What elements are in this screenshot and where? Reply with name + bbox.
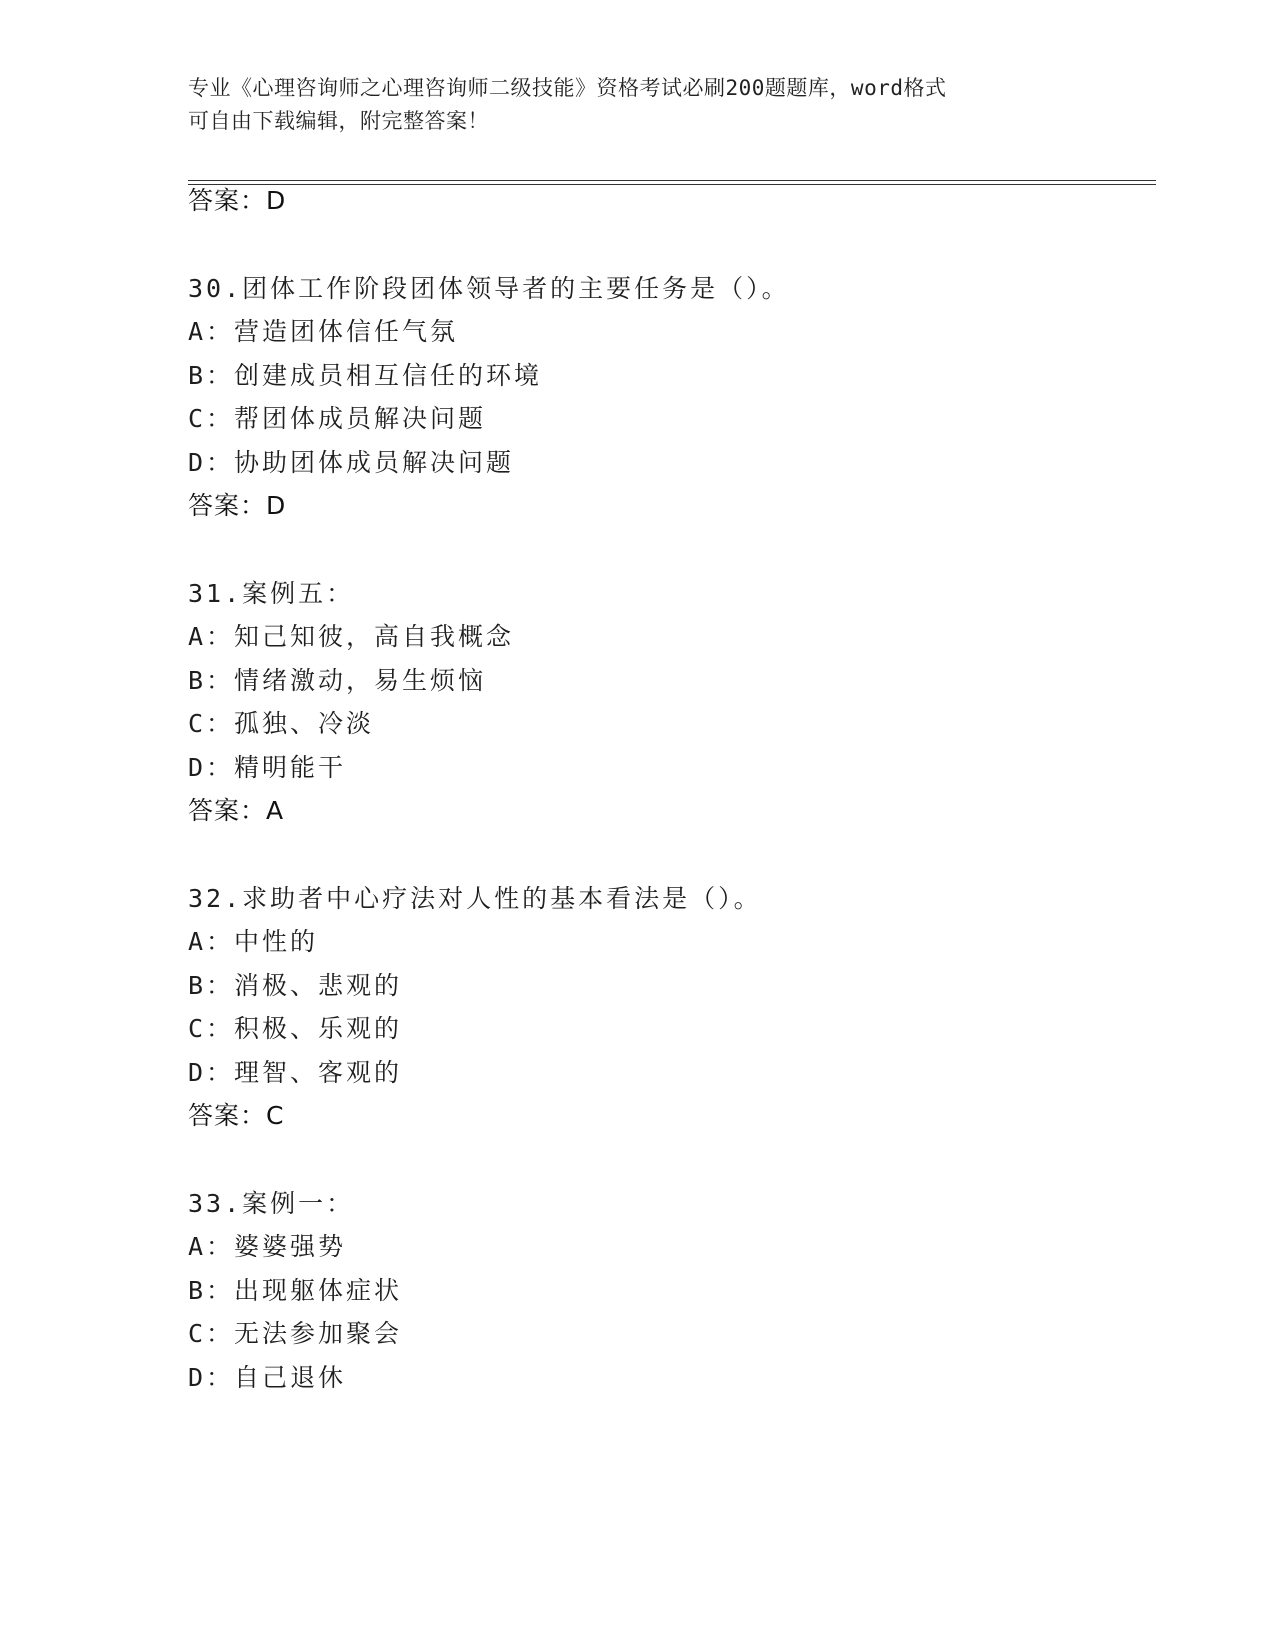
option-b: B：消极、悲观的 (188, 971, 403, 1000)
option-b: B：创建成员相互信任的环境 (188, 361, 543, 390)
option-a: A：中性的 (188, 927, 319, 956)
header-title-line-2: 可自由下载编辑，附完整答案！ (188, 109, 489, 133)
option-c: C：积极、乐观的 (188, 1014, 403, 1043)
question-title: 30.团体工作阶段团体领导者的主要任务是（）。 (188, 274, 790, 303)
answer-text: 答案：A (188, 796, 285, 825)
option-d: D：理智、客观的 (188, 1058, 403, 1087)
question-title: 33.案例一： (188, 1189, 355, 1218)
option-a: A：知己知彼，高自我概念 (188, 622, 515, 651)
option-a: A：婆婆强势 (188, 1232, 347, 1261)
answer-text: 答案：C (188, 1101, 285, 1130)
option-b: B：出现躯体症状 (188, 1276, 403, 1305)
option-b: B：情绪激动，易生烦恼 (188, 666, 487, 695)
document-header (188, 72, 1088, 138)
option-c: C：帮团体成员解决问题 (188, 404, 487, 433)
header-divider-top (188, 180, 1156, 181)
answer-text: 答案：D (188, 491, 287, 520)
option-d: D：协助团体成员解决问题 (188, 448, 515, 477)
question-title: 31.案例五： (188, 579, 355, 608)
option-d: D：精明能干 (188, 753, 347, 782)
option-d: D：自己退休 (188, 1363, 347, 1392)
header-divider-bottom (188, 184, 1156, 185)
option-a: A：营造团体信任气氛 (188, 317, 459, 346)
previous-answer: 答案：D (188, 186, 287, 215)
option-c: C：无法参加聚会 (188, 1319, 403, 1348)
option-c: C：孤独、冷淡 (188, 709, 375, 738)
header-title-line-1: 专业《心理咨询师之心理咨询师二级技能》资格考试必刷200题题库，word格式 (188, 76, 947, 100)
question-title: 32.求助者中心疗法对人性的基本看法是（）。 (188, 884, 762, 913)
